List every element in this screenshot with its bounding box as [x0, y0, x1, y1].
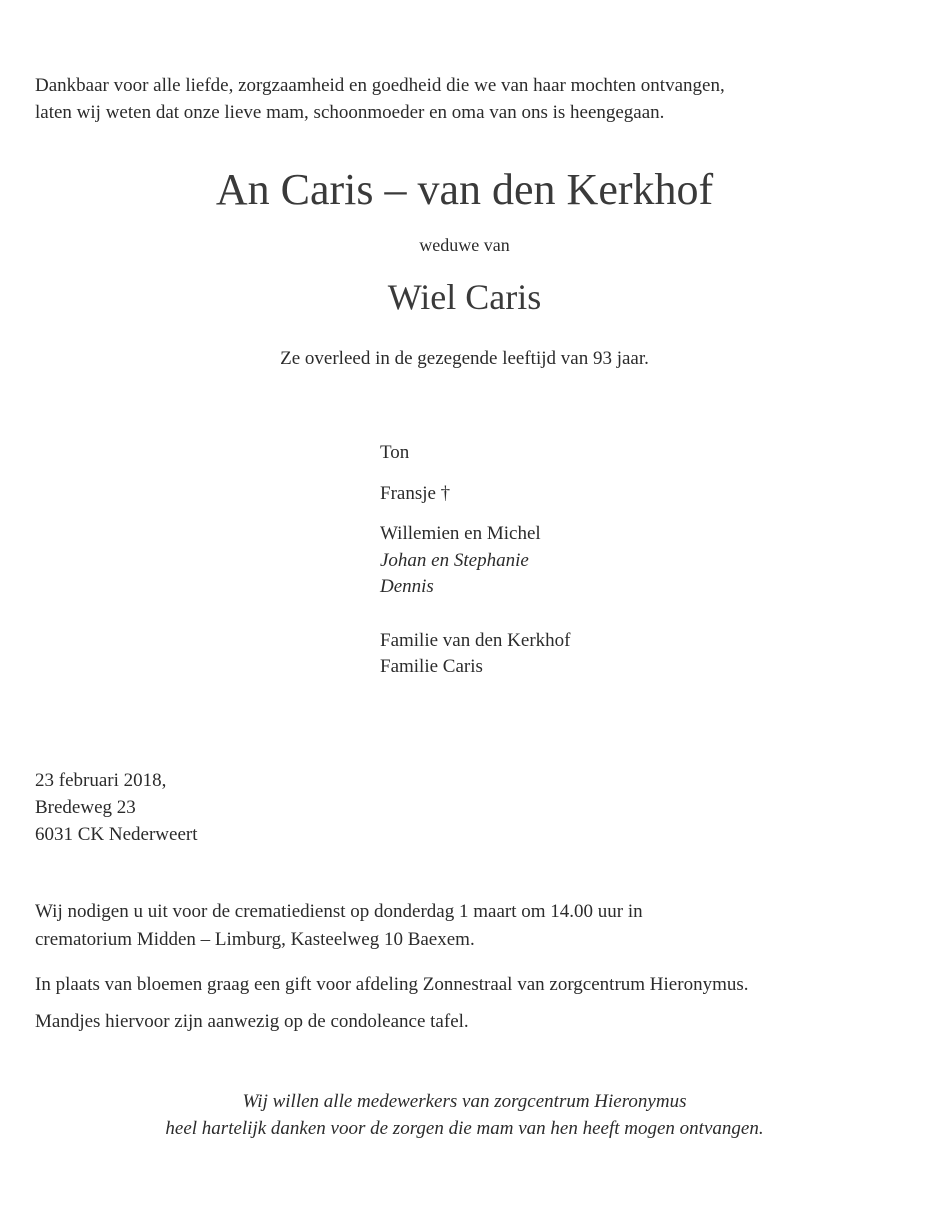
- gifts-line-1: In plaats van bloemen graag een gift voor afdeling Zonnestraal van zorgcentrum Hieronymus.: [35, 974, 749, 995]
- intro-text: [35, 72, 725, 126]
- age-line: Ze overleed in de gezegende leeftijd van 93 jaar.: [280, 348, 649, 369]
- invitation-line-2: crematorium Midden – Limburg, Kasteelweg 10 Baexem.: [35, 929, 475, 950]
- family-member: Willemien en Michel: [380, 523, 541, 544]
- thanks-line-2: heel hartelijk danken voor de zorgen die mam van hen heeft mogen ontvangen.: [165, 1118, 764, 1139]
- gifts-text: [35, 971, 749, 1035]
- address-block: [35, 767, 198, 848]
- spouse-name: Wiel Caris: [387, 277, 542, 317]
- gifts-line-2: Mandjes hiervoor zijn aanwezig op de condoleance tafel.: [35, 1011, 469, 1032]
- grandchild: Dennis: [380, 576, 434, 597]
- thanks-text: [0, 1088, 929, 1142]
- deceased-name: An Caris – van den Kerkhof: [215, 165, 714, 214]
- family-list: [380, 440, 570, 681]
- invitation-text: [35, 898, 643, 954]
- street-line: Bredeweg 23: [35, 797, 136, 818]
- date-line: 23 februari 2018,: [35, 770, 167, 791]
- grandchild: Johan en Stephanie: [380, 549, 529, 571]
- relatives: Familie van den Kerkhof: [380, 629, 571, 651]
- family-member: Fransje †: [380, 482, 451, 504]
- intro-line-1: Dankbaar voor alle liefde, zorgzaamheid en goedheid die we van haar mochten ontvangen,: [35, 75, 725, 96]
- thanks-line-1: Wij willen alle medewerkers van zorgcentrum Hieronymus: [242, 1091, 687, 1112]
- widow-label: weduwe van: [419, 235, 510, 255]
- invitation-line-1: Wij nodigen u uit voor de crematiedienst op donderdag 1 maart om 14.00 uur in: [35, 901, 643, 922]
- family-member: Ton: [380, 442, 410, 463]
- relatives: Familie Caris: [380, 656, 483, 677]
- city-line: 6031 CK Nederweert: [35, 824, 198, 845]
- intro-line-2: laten wij weten dat onze lieve mam, schoonmoeder en oma van ons is heengegaan.: [35, 102, 665, 123]
